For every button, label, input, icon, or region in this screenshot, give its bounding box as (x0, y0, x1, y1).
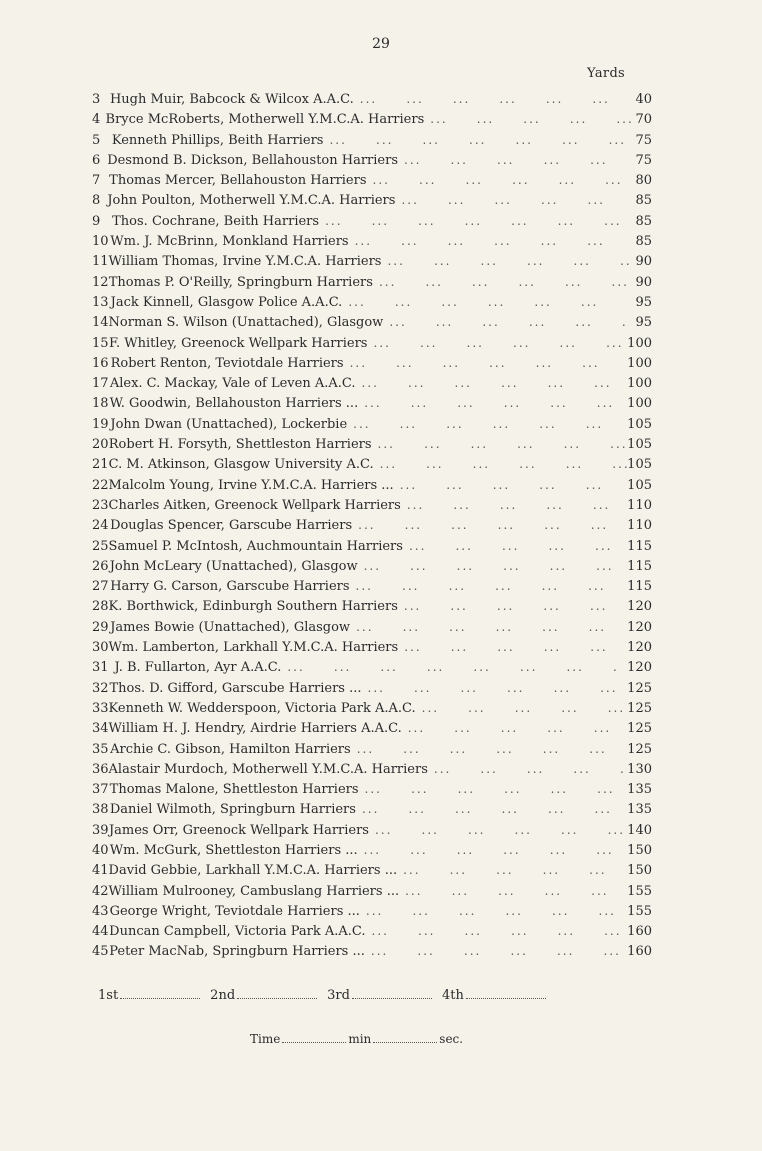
entry-yards: 105 (627, 457, 652, 473)
entry-row (92, 275, 652, 295)
entry-yards: 155 (627, 903, 652, 919)
entry-row (92, 478, 652, 498)
leader-dots (358, 559, 628, 573)
entry-name: Robert Renton, Teviotdale Harriers (110, 355, 344, 371)
entry-number: 31 (92, 660, 109, 676)
entry-row (92, 417, 652, 437)
entry-row (92, 782, 652, 802)
entry-yards: 75 (635, 132, 652, 148)
entry-number: 13 (92, 294, 109, 310)
entry-name: Douglas Spencer, Garscube Harriers (110, 518, 353, 534)
place-second-label: 2nd (210, 988, 236, 1003)
entry-row (92, 173, 652, 193)
entry-yards: 85 (635, 234, 652, 250)
entry-number: 7 (92, 173, 101, 189)
leader-dots (373, 275, 629, 289)
entry-number: 10 (92, 234, 109, 250)
entry-row (92, 437, 652, 457)
entry-number: 3 (92, 92, 101, 107)
entry-yards: 155 (627, 883, 652, 899)
entry-name: John Dwan (Unattached), Lockerbie (110, 416, 348, 432)
entry-name: James Orr, Greenock Wellpark Harriers (108, 822, 369, 838)
entry-name: Kenneth Phillips, Beith Harriers (111, 132, 324, 148)
entry-number: 19 (92, 416, 109, 432)
entry-number: 24 (92, 518, 109, 534)
entry-name: Bryce McRoberts, Motherwell Y.M.C.A. Harriers (105, 112, 425, 128)
entry-name: C. M. Atkinson, Glasgow University A.C. (108, 457, 374, 473)
entry-row (92, 640, 652, 660)
leader-dots (402, 721, 627, 735)
entry-name: Samuel P. McIntosh, Auchmountain Harriers (108, 538, 403, 554)
leader-dots (401, 498, 627, 512)
entry-number: 4 (92, 112, 101, 128)
page-number: 29 (372, 36, 390, 52)
entry-name: Wm. McGurk, Shettleston Harriers ... (109, 842, 358, 858)
leader-dots (365, 944, 627, 958)
entry-name: Jack Kinnell, Glasgow Police A.A.C. (110, 294, 343, 310)
entry-name: J. B. Fullarton, Ayr A.A.C. (114, 660, 282, 676)
entry-row (92, 863, 652, 883)
entry-yards: 80 (635, 173, 652, 189)
place-fourth (442, 988, 546, 1003)
entry-yards: 115 (627, 579, 652, 595)
entry-number: 45 (92, 944, 109, 960)
leader-dots (359, 782, 628, 796)
leader-dots (403, 539, 627, 553)
entry-number: 25 (92, 538, 109, 554)
entry-number: 20 (92, 437, 109, 453)
entry-number: 39 (92, 822, 109, 838)
entry-yards: 125 (627, 741, 653, 757)
leader-dots (424, 112, 633, 126)
entry-yards: 125 (627, 700, 652, 716)
entry-row (92, 539, 652, 559)
entry-name: K. Borthwick, Edinburgh Southern Harriers (108, 599, 398, 615)
entry-number: 11 (92, 254, 109, 270)
entry-row (92, 762, 652, 782)
entry-number: 42 (92, 883, 109, 899)
leader-dots (366, 924, 628, 938)
entry-row (92, 112, 652, 132)
entry-yards: 150 (627, 863, 652, 879)
place-first (98, 988, 200, 1003)
leader-dots (319, 214, 624, 228)
leader-dots (399, 884, 627, 898)
entry-row (92, 904, 652, 924)
leader-dots (350, 579, 627, 593)
entry-name: Thomas Mercer, Bellahouston Harriers (109, 173, 367, 189)
time-label: Time (250, 1032, 281, 1046)
entry-row (92, 315, 652, 335)
entry-number: 43 (92, 903, 109, 919)
entry-number: 41 (92, 863, 109, 879)
entry-yards: 95 (635, 294, 652, 310)
entry-yards: 100 (627, 355, 652, 371)
entry-yards: 110 (627, 497, 652, 513)
entry-number: 22 (92, 477, 109, 493)
entry-number: 34 (92, 721, 109, 737)
leader-dots (395, 193, 630, 207)
time-min-label: min (348, 1032, 372, 1046)
entry-row (92, 457, 652, 477)
entry-row (92, 620, 652, 640)
entry-number: 32 (92, 680, 109, 696)
entry-row (92, 356, 652, 376)
entry-row (92, 843, 652, 863)
entry-yards: 105 (627, 437, 652, 453)
entry-row (92, 396, 652, 416)
entry-row (92, 559, 652, 579)
entry-row (92, 214, 652, 234)
entry-name: James Bowie (Unattached), Glasgow (110, 619, 351, 635)
leader-dots (398, 153, 631, 167)
entry-row (92, 884, 652, 904)
entry-yards: 40 (635, 92, 652, 107)
leader-dots (397, 863, 627, 877)
place-first-label: 1st (98, 988, 119, 1003)
placings-row (98, 988, 658, 1003)
entry-yards: 110 (627, 518, 652, 534)
entry-number: 17 (92, 376, 109, 392)
entry-yards: 120 (627, 660, 652, 676)
entry-number: 33 (92, 700, 109, 716)
entry-yards: 90 (635, 254, 652, 270)
leader-dots (344, 356, 626, 370)
entry-yards: 125 (627, 721, 652, 737)
entry-name: Wm. Lamberton, Larkhall Y.M.C.A. Harriers (108, 640, 399, 656)
entry-yards: 135 (627, 782, 652, 798)
entry-row (92, 802, 652, 822)
entry-number: 29 (92, 619, 109, 635)
entry-number: 12 (92, 274, 109, 290)
entry-name: Hugh Muir, Babcock & Wilcox A.A.C. (109, 92, 354, 107)
entry-number: 18 (92, 396, 109, 412)
leader-dots (350, 620, 626, 634)
leader-dots (374, 457, 628, 471)
leader-dots (352, 518, 627, 532)
yards-column-heading: Yards (587, 66, 626, 81)
leader-dots (416, 701, 628, 715)
entry-name: Wm. J. McBrinn, Monkland Harriers (110, 234, 349, 250)
entry-name: F. Whitley, Greenock Wellpark Harriers (109, 335, 368, 351)
entry-number: 28 (92, 599, 109, 615)
entry-number: 26 (92, 558, 109, 574)
entry-number: 9 (92, 213, 101, 229)
entry-name: Duncan Campbell, Victoria Park A.A.C. (109, 924, 366, 940)
leader-dots (394, 478, 627, 492)
leader-dots (367, 336, 627, 350)
leader-dots (356, 802, 627, 816)
entry-yards: 100 (627, 335, 652, 351)
entry-row (92, 376, 652, 396)
leader-dots (349, 234, 627, 248)
entry-yards: 150 (627, 842, 652, 858)
entry-yards: 90 (635, 274, 653, 290)
entry-name: Norman S. Wilson (Unattached), Glasgow (108, 315, 384, 331)
entry-yards: 160 (627, 944, 652, 960)
leader-dots (347, 417, 626, 431)
entry-name: Charles Aitken, Greenock Wellpark Harriers (108, 497, 401, 513)
entry-row (92, 254, 652, 274)
entry-number: 27 (92, 579, 109, 595)
entry-number: 37 (92, 782, 109, 798)
time-row (250, 1032, 463, 1046)
entry-number: 8 (92, 193, 101, 209)
entry-row (92, 153, 652, 173)
entry-yards: 95 (635, 315, 652, 331)
entry-yards: 120 (627, 599, 652, 615)
place-third (327, 988, 432, 1003)
leader-dots (358, 843, 628, 857)
entry-row (92, 336, 652, 356)
leader-dots (358, 396, 627, 410)
entry-yards: 105 (627, 416, 652, 432)
entry-row (92, 92, 652, 112)
leader-dots (323, 133, 624, 147)
entry-row (92, 518, 652, 538)
leader-dots (281, 660, 620, 674)
entry-name: Alastair Murdoch, Motherwell Y.M.C.A. Harriers (108, 761, 428, 777)
entry-number: 35 (92, 741, 109, 757)
entry-name: Daniel Wilmoth, Springburn Harriers (109, 802, 356, 818)
leader-dots (398, 640, 627, 654)
entry-name: William Thomas, Irvine Y.M.C.A. Harriers (108, 254, 382, 270)
entry-yards: 130 (627, 761, 652, 777)
entry-number: 16 (92, 355, 109, 371)
entry-row (92, 924, 652, 944)
time-sec-label: sec. (439, 1032, 464, 1046)
leader-dots (369, 823, 627, 837)
entry-name: Thomas Malone, Shettleston Harriers (109, 782, 359, 798)
entry-row (92, 579, 652, 599)
entry-number: 38 (92, 802, 109, 818)
leader-dots (342, 295, 626, 309)
entry-number: 44 (92, 924, 109, 940)
entry-yards: 85 (635, 193, 652, 209)
entry-number: 30 (92, 640, 109, 656)
entry-yards: 100 (627, 376, 652, 392)
entry-row (92, 742, 652, 762)
entry-yards: 125 (627, 680, 652, 696)
entry-name: Thos. D. Gifford, Garscube Harriers ... (109, 680, 362, 696)
entry-row (92, 295, 652, 315)
entry-yards: 75 (635, 152, 653, 168)
entry-yards: 135 (627, 802, 652, 818)
entry-name: Alex. C. Mackay, Vale of Leven A.A.C. (109, 376, 356, 392)
entry-row (92, 701, 652, 721)
entry-name: William Mulrooney, Cambuslang Harriers ... (108, 883, 400, 899)
place-third-label: 3rd (327, 988, 350, 1003)
entry-name: Archie C. Gibson, Hamilton Harriers (110, 741, 351, 757)
entry-row (92, 721, 652, 741)
entry-row (92, 823, 652, 843)
entry-row (92, 599, 652, 619)
entry-name: John Poulton, Motherwell Y.M.C.A. Harriers (107, 193, 396, 209)
entry-row (92, 944, 652, 964)
entry-name: Harry G. Carson, Garscube Harriers (110, 579, 350, 595)
entry-yards: 70 (635, 112, 652, 128)
entry-name: Thomas P. O'Reilly, Springburn Harriers (108, 274, 373, 290)
entry-yards: 120 (627, 619, 652, 635)
entry-number: 23 (92, 497, 109, 513)
entry-number: 36 (92, 761, 109, 777)
leader-dots (372, 437, 628, 451)
entry-name: John McLeary (Unattached), Glasgow (109, 558, 358, 574)
entry-name: W. Goodwin, Bellahouston Harriers ... (109, 396, 359, 412)
entry-row (92, 498, 652, 518)
entry-row (92, 681, 652, 701)
leader-dots (367, 173, 628, 187)
entry-number: 21 (92, 457, 109, 473)
entry-row (92, 234, 652, 254)
entry-list (92, 92, 652, 965)
entry-number: 14 (92, 315, 109, 331)
leader-dots (356, 376, 627, 390)
leader-dots (381, 254, 629, 268)
entry-row (92, 193, 652, 213)
entry-yards: 115 (627, 558, 652, 574)
leader-dots (351, 742, 627, 756)
entry-name: William H. J. Hendry, Airdrie Harriers A.A.C. (108, 721, 402, 737)
entry-row (92, 133, 652, 153)
leader-dots (383, 315, 629, 329)
entry-name: David Gebbie, Larkhall Y.M.C.A. Harriers ... (108, 863, 398, 879)
entry-name: Peter MacNab, Springburn Harriers ... (109, 944, 365, 960)
entry-name: Malcolm Young, Irvine Y.M.C.A. Harriers ... (108, 477, 394, 493)
entry-name: Thos. Cochrane, Beith Harriers (112, 213, 320, 229)
leader-dots (360, 904, 627, 918)
leader-dots (428, 762, 627, 776)
entry-name: Desmond B. Dickson, Bellahouston Harriers (107, 152, 399, 168)
entry-yards: 115 (627, 538, 652, 554)
entry-yards: 140 (627, 822, 652, 838)
entry-yards: 160 (627, 924, 652, 940)
entry-name: Robert H. Forsyth, Shettleston Harriers (108, 437, 372, 453)
entry-number: 6 (92, 152, 101, 168)
entry-yards: 85 (635, 213, 652, 229)
entry-yards: 100 (627, 396, 652, 412)
entry-yards: 120 (627, 640, 652, 656)
entry-row (92, 660, 652, 680)
place-second (210, 988, 317, 1003)
entry-yards: 105 (627, 477, 652, 493)
leader-dots (398, 599, 627, 613)
entry-name: George Wright, Teviotdale Harriers ... (109, 903, 360, 919)
place-fourth-label: 4th (441, 988, 464, 1003)
entry-number: 15 (92, 335, 109, 351)
entry-name: Kenneth W. Wedderspoon, Victoria Park A.A.C. (108, 700, 416, 716)
entry-number: 5 (92, 132, 101, 148)
entry-number: 40 (92, 842, 109, 858)
leader-dots (354, 92, 627, 106)
leader-dots (362, 681, 628, 695)
